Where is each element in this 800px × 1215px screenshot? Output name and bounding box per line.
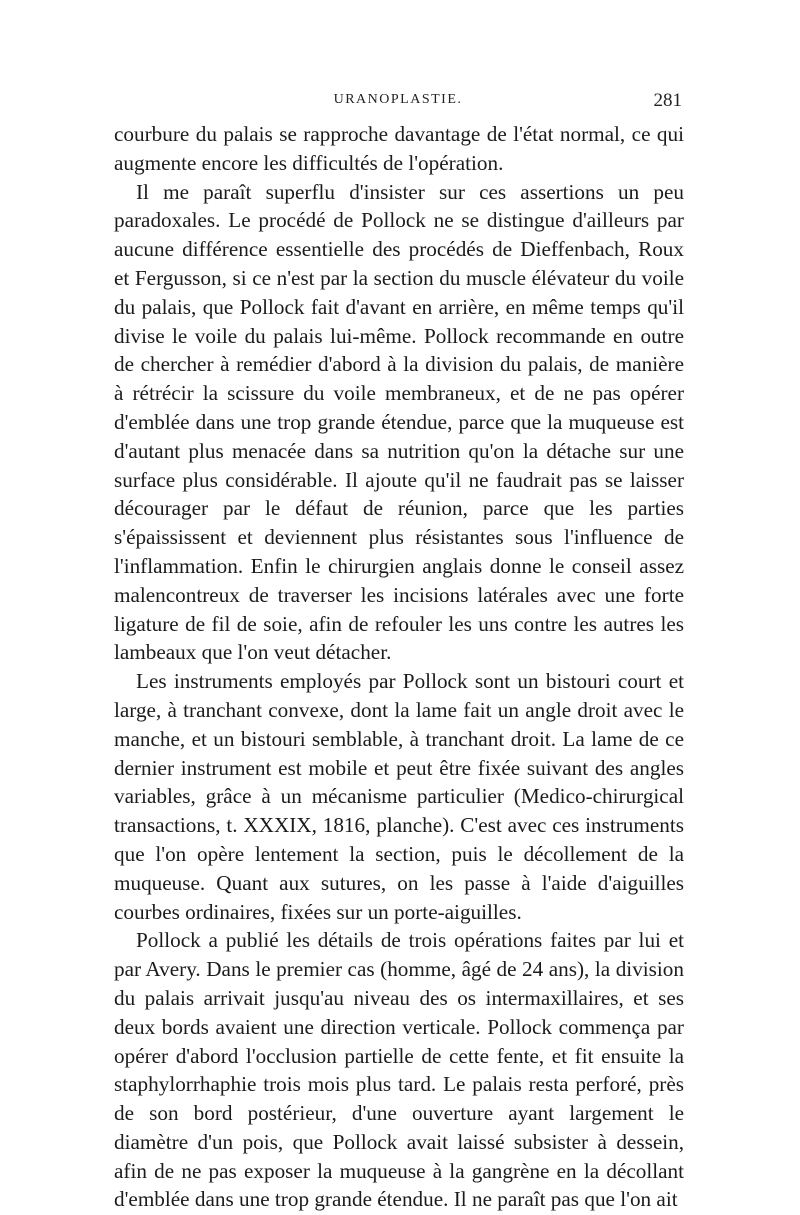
paragraph-continuation: courbure du palais se rapproche davantage de l'état normal, ce qui augmente encore les difficultés de l'opération. <box>114 122 684 175</box>
page-number: 281 <box>653 90 682 111</box>
running-title: URANOPLASTIE. <box>333 92 463 107</box>
paragraph-operations: Pollock a publié les détails de trois opérations faites par lui et par Avery. Dans le premier cas (homme, âgé de 24 ans), la division du palais arrivait jusqu'au niveau des os intermaxillaires, et ses deux bords avaient une direction verticale. Pollock commença par opérer d'abord l'occlusion partielle de cette fente, et fit ensuite la staphylorrhaphie trois mois plus tard. Le palais resta perforé, près de son bord postérieur, d'une ouverture ayant largement le diamètre d'un pois, que Pollock avait laissé subsister à dessein, afin de ne pas exposer la muqueuse à la gangrène en la décollant d'emblée dans une trop grande étendue. Il ne paraît pas que l'on ait <box>114 928 684 1212</box>
body-text <box>114 120 684 1214</box>
running-header <box>114 92 682 116</box>
paragraph-instruments: Les instruments employés par Pollock sont un bistouri court et large, à tranchant convexe, dont la lame fait un angle droit avec le manche, et un bistouri semblable, à tranchant droit. La lame de ce dernier instrument est mobile et peut être fixée suivant des angles variables, grâce à un mécanisme particulier (Medico-chirurgical transactions, t. XXXIX, 1816, planche). C'est avec ces instruments que l'on opère lentement la section, puis le décollement de la muqueuse. Quant aux sutures, on les passe à l'aide d'aiguilles courbes ordinaires, fixées sur un porte-aiguilles. <box>114 669 684 924</box>
paragraph-pollock-procedure: Il me paraît superflu d'insister sur ces assertions un peu paradoxales. Le procédé de Pollock ne se distingue d'ailleurs par aucune différence essentielle des procédés de Dieffenbach, Roux et Fergusson, si ce n'est par la section du muscle élévateur du voile du palais, que Pollock fait d'avant en arrière, en même temps qu'il divise le voile du palais lui-même. Pollock recommande en outre de chercher à remédier d'abord à la division du palais, de manière à rétrécir la scissure du voile membraneux, et de ne pas opérer d'emblée dans une trop grande étendue, parce que la muqueuse est d'autant plus menacée dans sa nutrition qu'on la détache sur une surface plus considérable. Il ajoute qu'il ne faudrait pas se laisser décourager par le défaut de réunion, parce que les parties s'épaississent et deviennent plus résistantes sous l'influence de l'inflammation. Enfin le chirurgien anglais donne le conseil assez malencontreux de traverser les incisions latérales avec une forte ligature de fil de soie, afin de refouler les uns contre les autres les lambeaux que l'on veut détacher. <box>114 179 684 665</box>
